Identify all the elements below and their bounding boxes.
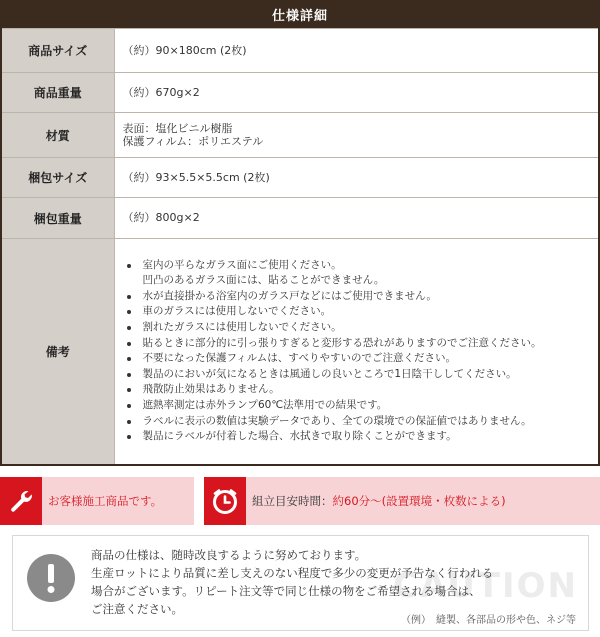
spec-label: 材質 xyxy=(1,113,114,158)
note-item: 車のガラスには使用しないでください。 xyxy=(123,304,595,320)
caution-watermark: CAUTION xyxy=(392,566,578,606)
spec-value xyxy=(114,113,599,158)
spec-value: （約）90×180cm (2枚) xyxy=(114,29,599,73)
note-item: 遮熱率測定は赤外ランプ60℃法準用での結果です。 xyxy=(123,398,595,414)
caution-line: 商品の仕様は、随時改良するように努めております。 xyxy=(91,548,367,562)
note-item: ラベルに表示の数値は実験データであり、全ての環境での保証値ではありません。 xyxy=(123,414,595,430)
note-item: 室内の平らなガラス面にご使用ください。 凹凸のあるガラス面には、貼ることができません。 xyxy=(123,258,595,289)
spec-row-material xyxy=(1,113,599,158)
assembly-time-label: 組立目安時間： xyxy=(252,494,333,508)
notes-list xyxy=(115,252,599,451)
clock-icon xyxy=(204,477,246,525)
note-item: 貼るときに部分的に引っ張りすぎると変形する恐れがありますのでご注意ください。 xyxy=(123,336,595,352)
spec-row-notes xyxy=(1,239,599,465)
exclamation-icon xyxy=(27,554,75,602)
customer-install-badge xyxy=(0,477,194,525)
assembly-time-badge xyxy=(204,477,600,525)
notes-cell xyxy=(114,239,599,465)
spec-value: （約）670g×2 xyxy=(114,73,599,113)
caution-line: 生産ロットにより品質に差し支えのない程度で多少の変更が予告なく行われる xyxy=(91,566,494,580)
note-item: 製品のにおいが気になるときは風通しの良いところで1日陰干ししてください。 xyxy=(123,367,595,383)
caution-text xyxy=(91,546,561,618)
spec-value: （約）800g×2 xyxy=(114,198,599,239)
spec-header-title: 仕様詳細 xyxy=(271,8,328,24)
caution-line: ご注意ください。 xyxy=(91,602,183,616)
note-item: 水が直接掛かる浴室内のガラス戸などにはご使用できません。 xyxy=(123,289,595,305)
material-surface: 表面：塩化ビニル樹脂 xyxy=(122,121,233,135)
material-film: 保護フィルム：ポリエステル xyxy=(122,135,264,148)
caution-line: 場合がございます。リピート注文等で同じ仕様の物をご希望される場合は、 xyxy=(91,584,481,598)
note-item: 不要になった保護フィルムは、すべりやすいのでご注意ください。 xyxy=(123,351,595,367)
note-item: 製品にラベルが付着した場合、水拭きで取り除くことができます。 xyxy=(123,429,595,445)
spec-label: 商品サイズ xyxy=(1,29,114,73)
spec-value: （約）93×5.5×5.5cm (2枚) xyxy=(114,158,599,198)
spec-label: 梱包重量 xyxy=(1,198,114,239)
spec-row-product-size xyxy=(1,29,599,73)
assembly-time-value: 約60分〜(設置環境・枚数による) xyxy=(332,494,506,508)
spec-row-package-size xyxy=(1,158,599,198)
spec-label: 商品重量 xyxy=(1,73,114,113)
customer-install-text: お客様施工商品です。 xyxy=(48,494,163,508)
caution-box xyxy=(12,535,589,631)
caution-example: （例） 縫製、各部品の形や色、ネジ等 xyxy=(401,615,576,626)
spec-table xyxy=(0,28,600,466)
notes-label: 備考 xyxy=(1,239,114,465)
spec-row-product-weight xyxy=(1,73,599,113)
assembly-time-text xyxy=(252,477,506,525)
spec-label: 梱包サイズ xyxy=(1,158,114,198)
spec-header xyxy=(0,0,600,28)
badges xyxy=(0,477,600,525)
spec-row-package-weight xyxy=(1,198,599,239)
note-item: 飛散防止効果はありません。 xyxy=(123,382,595,398)
wrench-icon xyxy=(0,477,42,525)
note-item: 割れたガラスには使用しないでください。 xyxy=(123,320,595,336)
